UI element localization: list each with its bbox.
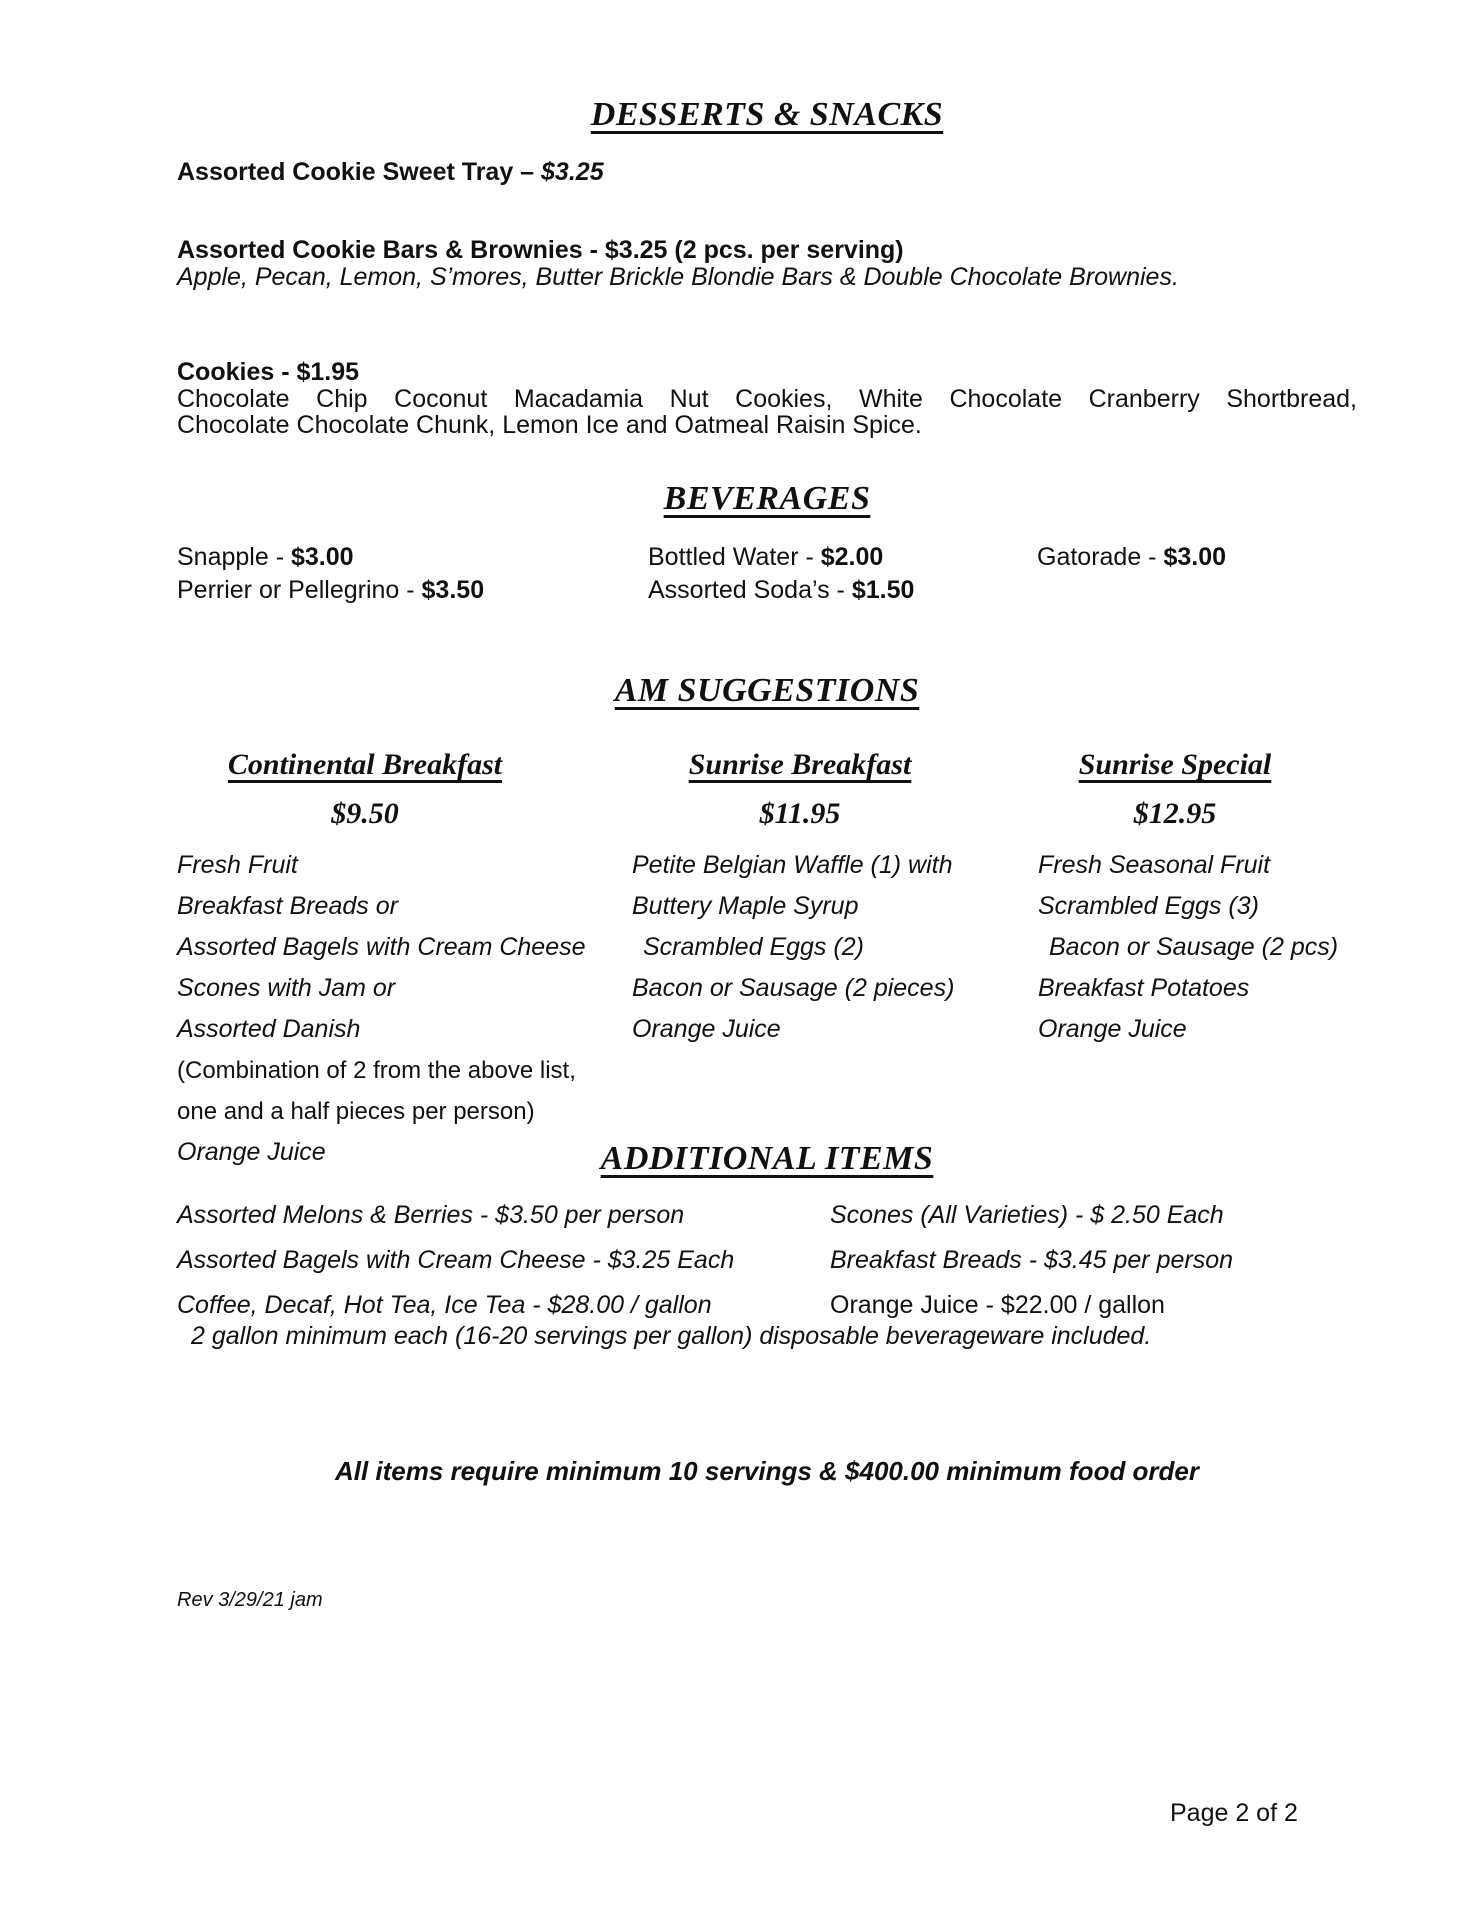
item-price: $3.00 <box>1163 543 1227 571</box>
am-column-heading-sunrise-breakfast <box>590 748 1010 782</box>
beverage-item: Perrier or Pellegrino - $3.50 <box>177 576 485 604</box>
am-menu-line: Breakfast Potatoes <box>1038 974 1250 1002</box>
section-title-additional-items <box>50 1140 1484 1178</box>
additional-item: Orange Juice - $22.00 / gallon <box>830 1291 1165 1319</box>
menu-item-cookies-description-line2: Chocolate Chocolate Chunk, Lemon Ice and Oatmeal Raisin Spice. <box>177 411 922 439</box>
section-title-text: DESSERTS & SNACKS <box>590 96 944 133</box>
am-menu-line: Buttery Maple Syrup <box>632 892 859 920</box>
am-menu-line: Petite Belgian Waffle (1) with <box>632 851 953 879</box>
minimum-order-note: All items require minimum 10 servings & $400.00 minimum food order <box>334 1456 1200 1486</box>
menu-item-cookies-description-line1: Chocolate Chip Coconut Macadamia Nut Cookies, White Chocolate Cranberry Shortbread, <box>177 385 1357 413</box>
additional-item: Breakfast Breads - $3.45 per person <box>830 1246 1234 1274</box>
additional-item: Scones (All Varieties) - $ 2.50 Each <box>830 1201 1224 1229</box>
am-items-sunrise-breakfast <box>632 845 954 1050</box>
column-heading-text: Sunrise Special <box>1078 748 1272 781</box>
am-menu-line: Orange Juice <box>632 1015 781 1043</box>
am-column-heading-sunrise-special <box>965 748 1385 782</box>
menu-item-cookie-bars-description: Apple, Pecan, Lemon, S’mores, Butter Brickle Blondie Bars & Double Chocolate Brownies. <box>177 263 1179 291</box>
additional-item: Coffee, Decaf, Hot Tea, Ice Tea - $28.00 / gallon <box>177 1291 712 1319</box>
item-price: $3.50 <box>421 576 485 604</box>
menu-item-cookie-sweet-tray <box>177 158 604 187</box>
column-heading-text: Continental Breakfast <box>227 748 503 781</box>
am-menu-line: Fresh Seasonal Fruit <box>1038 851 1271 879</box>
beverages-column-2 <box>648 541 914 607</box>
section-title-am-suggestions <box>50 672 1484 710</box>
beverages-column-1 <box>177 541 484 607</box>
am-menu-line: Scones with Jam or <box>177 974 396 1002</box>
am-menu-line: Bacon or Sausage (2 pieces) <box>632 974 955 1002</box>
am-menu-line: Breakfast Breads or <box>177 892 398 920</box>
section-title-text: ADDITIONAL ITEMS <box>600 1140 934 1177</box>
am-column-heading-continental <box>155 748 575 782</box>
am-menu-line: (Combination of 2 from the above list, <box>177 1057 576 1084</box>
am-column-price-continental: $9.50 <box>331 797 399 830</box>
additional-item: Assorted Melons & Berries - $3.50 per person <box>177 1201 685 1229</box>
item-name: Assorted Cookie Sweet Tray – <box>177 158 542 186</box>
am-menu-line: one and a half pieces per person) <box>177 1098 535 1125</box>
item-price: $2.00 <box>820 543 884 571</box>
am-menu-line: Orange Juice <box>1038 1015 1187 1043</box>
am-column-price-sunrise-breakfast: $11.95 <box>759 797 841 830</box>
section-title-beverages <box>50 480 1484 518</box>
am-menu-line: Scrambled Eggs (3) <box>1038 892 1259 920</box>
item-price: $3.25 <box>541 158 604 186</box>
item-price: $3.00 <box>290 543 354 571</box>
column-heading-text: Sunrise Breakfast <box>688 748 912 781</box>
page-number: Page 2 of 2 <box>1170 1799 1298 1827</box>
section-title-text: BEVERAGES <box>663 480 871 517</box>
am-column-price-sunrise-special: $12.95 <box>1133 797 1217 830</box>
am-items-sunrise-special <box>1038 845 1338 1050</box>
am-menu-line: Assorted Bagels with Cream Cheese <box>177 933 586 961</box>
additional-items-right-column <box>830 1193 1233 1328</box>
beverages-column-3 <box>1037 541 1226 574</box>
am-menu-line: Scrambled Eggs (2) <box>643 933 864 961</box>
revision-note: Rev 3/29/21 jam <box>177 1589 323 1611</box>
am-menu-line: Assorted Danish <box>177 1015 361 1043</box>
additional-items-left-column <box>177 1193 734 1328</box>
section-title-desserts-snacks <box>50 96 1484 134</box>
am-menu-line: Orange Juice <box>177 1138 326 1166</box>
menu-item-cookie-bars-name: Assorted Cookie Bars & Brownies - $3.25 (2 pcs. per serving) <box>177 236 904 264</box>
beverage-item: Bottled Water - $2.00 <box>648 543 884 571</box>
beverage-item: Gatorade - $3.00 <box>1037 543 1227 571</box>
gallon-minimum-note: 2 gallon minimum each (16-20 servings per gallon) disposable beverageware included. <box>191 1322 1152 1350</box>
beverage-item: Snapple - $3.00 <box>177 543 354 571</box>
item-price: $1.50 <box>851 576 915 604</box>
am-items-continental <box>177 845 586 1173</box>
section-title-text: AM SUGGESTIONS <box>614 672 920 709</box>
menu-item-cookies-name: Cookies - $1.95 <box>177 358 360 386</box>
beverage-item: Assorted Soda’s - $1.50 <box>648 576 915 604</box>
additional-item: Assorted Bagels with Cream Cheese - $3.25 Each <box>177 1246 735 1274</box>
am-menu-line: Bacon or Sausage (2 pcs) <box>1049 933 1339 961</box>
am-menu-line: Fresh Fruit <box>177 851 298 879</box>
